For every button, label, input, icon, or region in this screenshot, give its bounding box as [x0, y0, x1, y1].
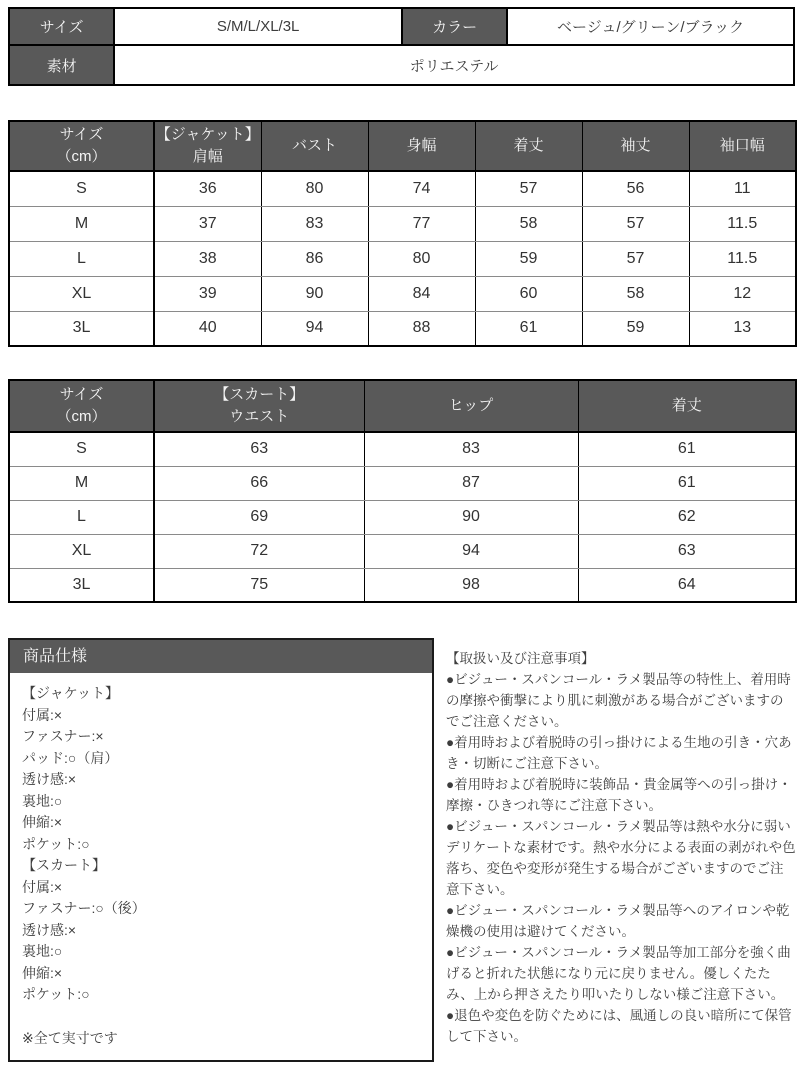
size-cell: S: [9, 432, 154, 466]
jacket-row-l: [9, 241, 796, 276]
product-spec-title-bar: 商品仕様: [10, 640, 432, 673]
size-label-cell: サイズ: [9, 8, 114, 45]
size-cell: XL: [9, 276, 154, 311]
measurement-cell: 11: [689, 171, 796, 206]
product-spec-list: [10, 673, 432, 1006]
spec-line: ポケット:○: [22, 986, 90, 1002]
measurement-cell: 11.5: [689, 241, 796, 276]
measurement-cell: 94: [364, 534, 578, 568]
handling-notes-title: 【取扱い及び注意事項】: [446, 651, 595, 666]
spec-line: 透け感:×: [22, 771, 77, 787]
handling-notes: [446, 648, 796, 1047]
skirt-size-header-line1: サイズ: [59, 386, 104, 404]
measurement-cell: 62: [578, 500, 796, 534]
jacket-shoulder-line: 肩幅: [192, 148, 223, 165]
jacket-sleeve-header: 袖丈: [582, 121, 689, 171]
handling-note-item: ●ビジュー・スパンコール・ラメ製品等へのアイロンや乾燥機の使用は避けてください。: [446, 903, 790, 939]
measurement-cell: 84: [368, 276, 475, 311]
measurement-cell: 83: [364, 432, 578, 466]
measurement-cell: 72: [154, 534, 364, 568]
measurement-cell: 61: [475, 311, 582, 346]
size-cell: L: [9, 241, 154, 276]
handling-note-item: ●退色や変色を防ぐためには、風通しの良い暗所にて保管して下さい。: [446, 1008, 792, 1044]
skirt-row-m: [9, 466, 796, 500]
size-cell: M: [9, 206, 154, 241]
skirt-row-3l: [9, 568, 796, 602]
skirt-header-row: [9, 380, 796, 432]
measurement-cell: 90: [261, 276, 368, 311]
measurement-cell: 90: [364, 500, 578, 534]
measurement-cell: 64: [578, 568, 796, 602]
measurement-cell: 57: [582, 206, 689, 241]
skirt-length-header: 着丈: [578, 380, 796, 432]
measurement-cell: 12: [689, 276, 796, 311]
measurement-cell: 61: [578, 466, 796, 500]
measurement-cell: 66: [154, 466, 364, 500]
jacket-shoulder-header: [154, 121, 261, 171]
measurement-cell: 59: [475, 241, 582, 276]
skirt-row-s: [9, 432, 796, 466]
product-spec-panel: [8, 638, 434, 1062]
measurement-cell: 74: [368, 171, 475, 206]
measurement-cell: 98: [364, 568, 578, 602]
size-cell: S: [9, 171, 154, 206]
size-value-cell: S/M/L/XL/3L: [114, 8, 402, 45]
spec-line: 裏地:○: [22, 792, 63, 809]
spec-line: 付属:×: [22, 878, 63, 895]
skirt-size-table: [8, 379, 797, 603]
spec-line: ファスナー:○（後）: [22, 900, 146, 916]
measurement-cell: 87: [364, 466, 578, 500]
color-value-cell: ベージュ/グリーン/ブラック: [507, 8, 794, 45]
measurement-cell: 75: [154, 568, 364, 602]
spec-line: 付属:×: [22, 706, 63, 723]
summary-row-material: [9, 45, 794, 85]
measurement-cell: 56: [582, 171, 689, 206]
jacket-size-header-line1: サイズ: [59, 126, 104, 144]
spec-line: 伸縮:×: [22, 814, 63, 830]
spec-line: 透け感:×: [22, 921, 77, 938]
jacket-length-header: 着丈: [475, 121, 582, 171]
handling-note-item: ●着用時および着脱時の引っ掛けによる生地の引き・穴あき・切断にご注意下さい。: [446, 735, 792, 771]
handling-note-item: ●ビジュー・スパンコール・ラメ製品等加工部分を強く曲げると折れた状態になり元に戻りません。優しくたたみ、上から押さえたり叩いたりしない様ご注意下さい。: [446, 945, 791, 1002]
skirt-size-unit-header: [9, 380, 154, 432]
jacket-row-3l: [9, 311, 796, 346]
measurement-cell: 40: [154, 311, 261, 346]
measurement-cell: 80: [368, 241, 475, 276]
spec-line: 【ジャケット】: [22, 685, 120, 701]
jacket-row-s: [9, 171, 796, 206]
measurement-cell: 58: [475, 206, 582, 241]
spec-line: 伸縮:×: [22, 964, 63, 981]
skirt-size-header-line2: （cm）: [56, 408, 107, 425]
size-cell: 3L: [9, 568, 154, 602]
handling-note-item: ●着用時および着脱時に装飾品・貴金属等への引っ掛け・摩擦・ひきつれ等にご注意下さい。: [446, 777, 792, 813]
measurement-cell: 83: [261, 206, 368, 241]
jacket-header-row: [9, 121, 796, 171]
spec-footnote: ※全て実寸です: [22, 1029, 118, 1046]
size-cell: L: [9, 500, 154, 534]
handling-note-item: ●ビジュー・スパンコール・ラメ製品等の特性上、着用時の摩擦や衝撃により肌に刺激がある場合がございますのでご注意ください。: [446, 672, 791, 729]
measurement-cell: 61: [578, 432, 796, 466]
jacket-bust-header: バスト: [261, 121, 368, 171]
size-cell: 3L: [9, 311, 154, 346]
jacket-width-header: 身幅: [368, 121, 475, 171]
spec-line: パッド:○（肩）: [22, 749, 119, 766]
material-value-cell: ポリエステル: [114, 45, 794, 85]
jacket-size-unit-header: [9, 121, 154, 171]
measurement-cell: 80: [261, 171, 368, 206]
measurement-cell: 58: [582, 276, 689, 311]
measurement-cell: 60: [475, 276, 582, 311]
measurement-cell: 11.5: [689, 206, 796, 241]
product-summary-table: [8, 7, 795, 86]
measurement-cell: 57: [475, 171, 582, 206]
skirt-waist-line: ウエスト: [229, 408, 290, 425]
measurement-cell: 88: [368, 311, 475, 346]
measurement-cell: 94: [261, 311, 368, 346]
handling-note-item: ●ビジュー・スパンコール・ラメ製品等は熱や水分に弱いデリケートな素材です。熱や水分による表面の剥がれや色落ち、変色や変形が発生する場合がございますのでご注意下さい。: [446, 819, 796, 897]
summary-row-size-color: [9, 8, 794, 45]
measurement-cell: 63: [154, 432, 364, 466]
jacket-size-table: [8, 120, 797, 347]
measurement-cell: 59: [582, 311, 689, 346]
measurement-cell: 13: [689, 311, 796, 346]
material-label-cell: 素材: [9, 45, 114, 85]
color-label-cell: カラー: [402, 8, 507, 45]
size-cell: M: [9, 466, 154, 500]
measurement-cell: 86: [261, 241, 368, 276]
measurement-cell: 39: [154, 276, 261, 311]
spec-line: 【スカート】: [22, 857, 106, 873]
measurement-cell: 36: [154, 171, 261, 206]
spec-line: ファスナー:×: [22, 728, 104, 744]
spec-line: 裏地:○: [22, 943, 63, 959]
skirt-waist-header: [154, 380, 364, 432]
measurement-cell: 38: [154, 241, 261, 276]
measurement-cell: 63: [578, 534, 796, 568]
measurement-cell: 57: [582, 241, 689, 276]
size-cell: XL: [9, 534, 154, 568]
measurement-cell: 37: [154, 206, 261, 241]
skirt-row-xl: [9, 534, 796, 568]
jacket-size-header-line2: （cm）: [56, 148, 107, 165]
spec-line: ポケット:○: [22, 835, 90, 852]
measurement-cell: 69: [154, 500, 364, 534]
jacket-cuff-header: 袖口幅: [689, 121, 796, 171]
jacket-row-xl: [9, 276, 796, 311]
measurement-cell: 77: [368, 206, 475, 241]
skirt-hip-header: ヒップ: [364, 380, 578, 432]
jacket-row-m: [9, 206, 796, 241]
jacket-label-line: 【ジャケット】: [155, 126, 260, 144]
skirt-label-line: 【スカート】: [214, 386, 305, 404]
skirt-row-l: [9, 500, 796, 534]
